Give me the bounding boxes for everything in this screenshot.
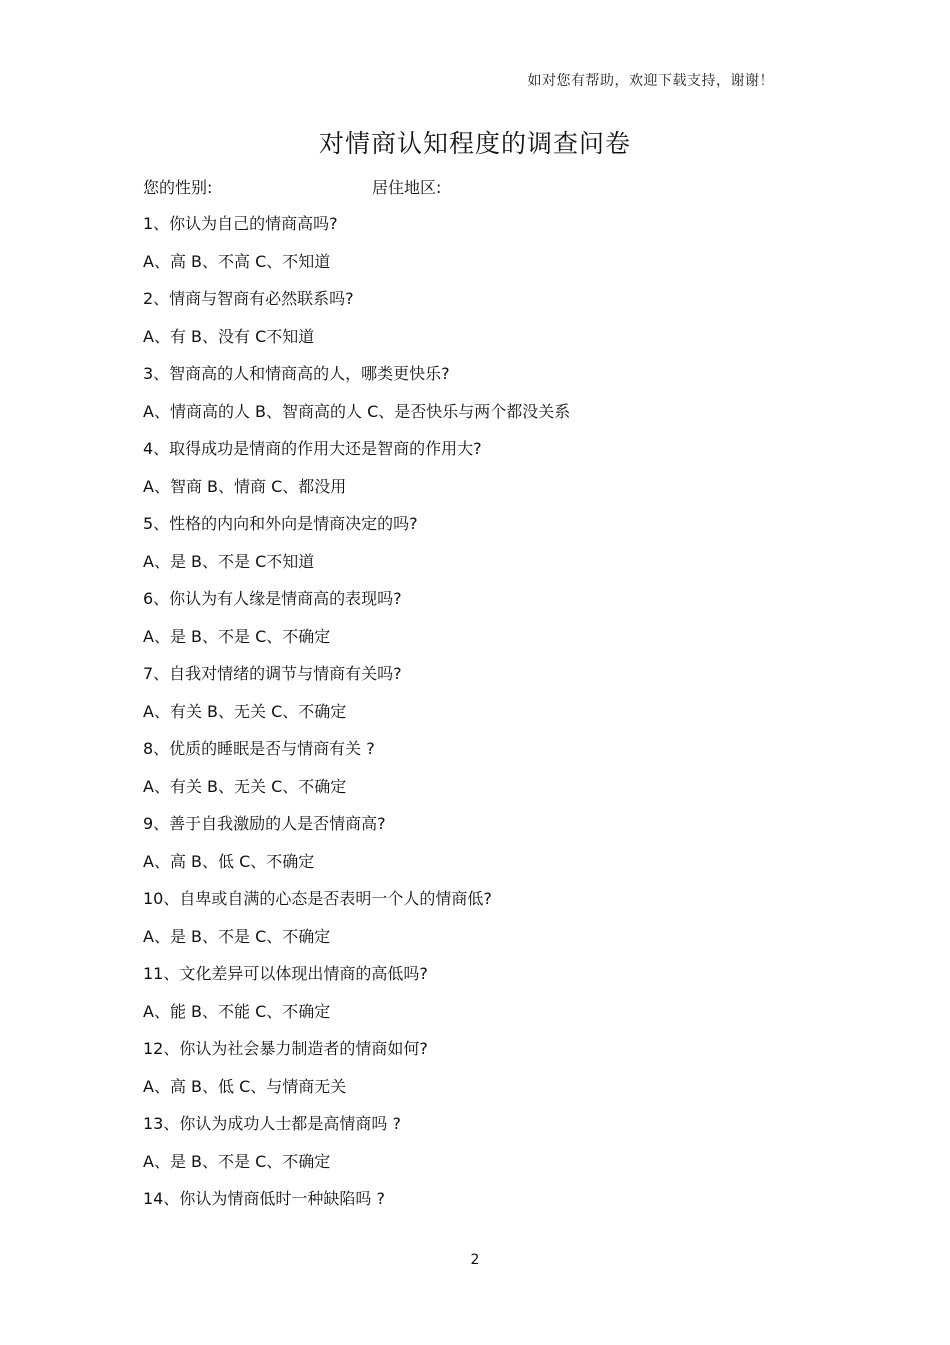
question-item [143, 1187, 803, 1225]
question-item [143, 287, 803, 362]
question-item [143, 362, 803, 437]
question-item [143, 212, 803, 287]
question-text: 3、智商高的人和情商高的人，哪类更快乐? [143, 364, 450, 383]
question-text: 4、取得成功是情商的作用大还是智商的作用大? [143, 439, 482, 458]
question-text: 14、你认为情商低时一种缺陷吗 ? [143, 1189, 385, 1208]
question-text: 2、情商与智商有必然联系吗? [143, 289, 354, 308]
answer-options: A、是 B、不是 C、不确定 [143, 1151, 331, 1171]
question-item [143, 1112, 803, 1187]
document-title: 对情商认知程度的调查问卷 [318, 129, 631, 158]
answer-options: A、高 B、低 C、与情商无关 [143, 1076, 347, 1096]
question-text: 6、你认为有人缘是情商高的表现吗? [143, 589, 402, 608]
question-text: 1、你认为自己的情商高吗? [143, 214, 338, 233]
answer-options: A、是 B、不是 C不知道 [143, 551, 315, 571]
answer-options: A、有关 B、无关 C、不确定 [143, 701, 347, 721]
question-text: 7、自我对情绪的调节与情商有关吗? [143, 664, 402, 683]
question-item [143, 812, 803, 887]
header-note: 如对您有帮助，欢迎下载支持，谢谢！ [527, 73, 774, 89]
answer-options: A、高 B、不高 C、不知道 [143, 251, 331, 271]
answer-options: A、高 B、低 C、不确定 [143, 851, 315, 871]
question-text: 8、优质的睡眠是否与情商有关 ? [143, 739, 375, 758]
answer-options: A、有 B、没有 C不知道 [143, 326, 315, 346]
gender-label: 您的性别: [143, 178, 213, 197]
question-text: 11、文化差异可以体现出情商的高低吗? [143, 964, 428, 983]
question-item [143, 737, 803, 812]
question-item [143, 887, 803, 962]
question-item [143, 1037, 803, 1112]
question-text: 5、性格的内向和外向是情商决定的吗? [143, 514, 418, 533]
question-item [143, 587, 803, 662]
question-item [143, 437, 803, 512]
answer-options: A、能 B、不能 C、不确定 [143, 1001, 331, 1021]
answer-options: A、有关 B、无关 C、不确定 [143, 776, 347, 796]
answer-options: A、是 B、不是 C、不确定 [143, 626, 331, 646]
answer-options: A、情商高的人 B、智商高的人 C、是否快乐与两个都没关系 [143, 401, 571, 421]
respondent-info-row [143, 175, 441, 198]
page-number: 2 [470, 1252, 480, 1268]
question-item [143, 662, 803, 737]
question-text: 12、你认为社会暴力制造者的情商如何? [143, 1039, 428, 1058]
question-item [143, 512, 803, 587]
question-text: 13、你认为成功人士都是高情商吗 ? [143, 1114, 401, 1133]
question-text: 10、自卑或自满的心态是否表明一个人的情商低? [143, 889, 492, 908]
question-list [143, 212, 803, 1225]
question-item [143, 962, 803, 1037]
answer-options: A、是 B、不是 C、不确定 [143, 926, 331, 946]
answer-options: A、智商 B、情商 C、都没用 [143, 476, 347, 496]
region-label: 居住地区: [372, 178, 442, 197]
question-text: 9、善于自我激励的人是否情商高? [143, 814, 386, 833]
